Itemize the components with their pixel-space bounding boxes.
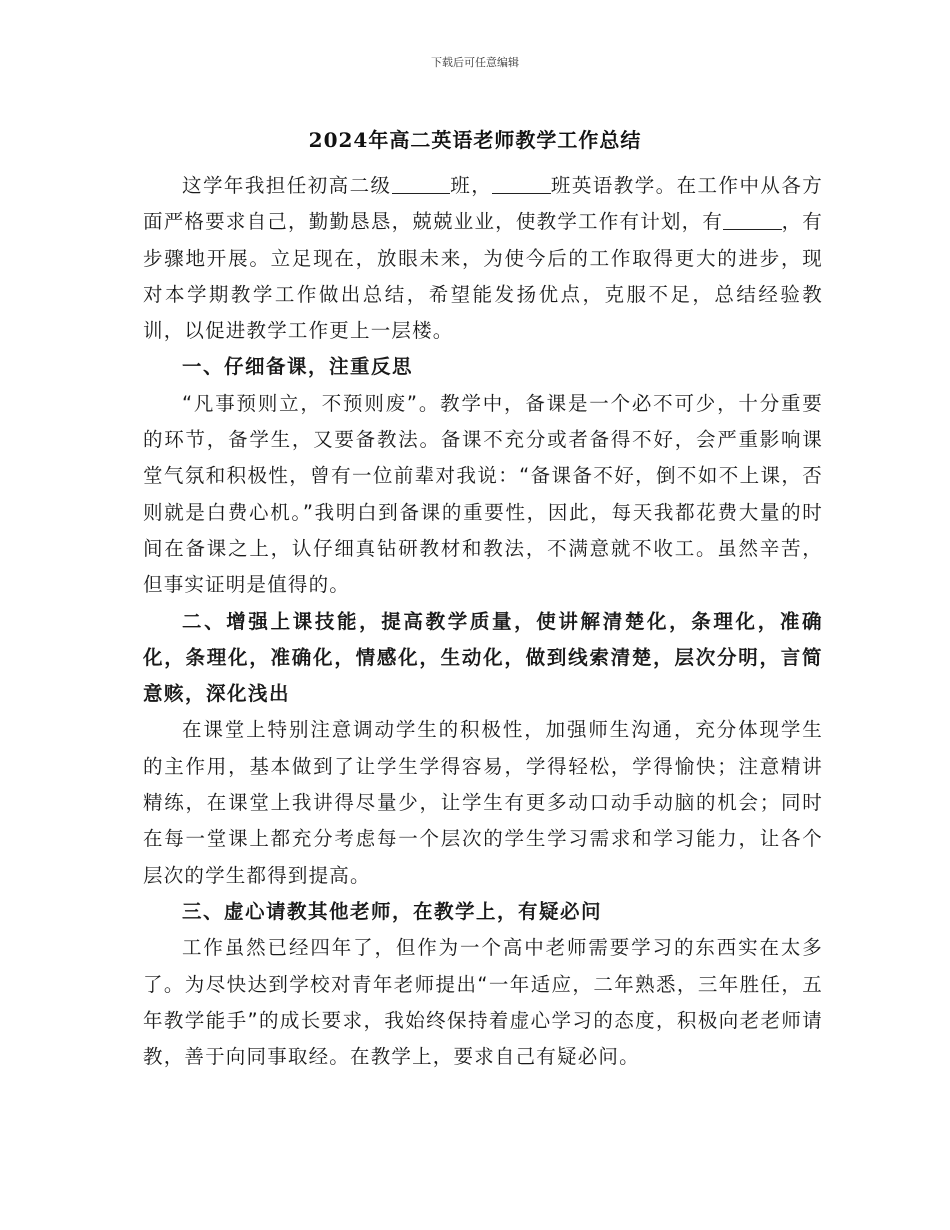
section-heading-2: 二、增强上课技能，提高教学质量，使讲解清楚化，条理化，准确化，条理化，准确化，情感化，生动化，做到线索清楚，层次分明，言简意赅，深化浅出 [143, 609, 823, 706]
intro-text-d: ，有步骤地开展。立足现在，放眼未来，为使今后的工作取得更大的进步，现对本学期教学工作做出总结，希望能发扬优点，克服不足，总结经验教训，以促进教学工作更上一层楼。 [143, 210, 823, 343]
intro-text-b: 班， [450, 174, 493, 197]
document-title: 2024年高二英语老师教学工作总结 [308, 128, 642, 152]
section-heading-3: 三、虚心请教其他老师，在教学上，有疑必问 [182, 899, 603, 923]
page-header-note: 下载后可任意编辑 [431, 56, 519, 69]
section-paragraph-1: “凡事预则立，不预则废”。教学中，备课是一个必不可少，十分重要的环节，备学生，又要备教法。备课不充分或者备得不好，会严重影响课堂气氛和积极性，曾有一位前辈对我说：“备课备不好，倒不如不上课，否则就是白费心机。”我明白到备课的重要性，因此，每天我都花费大量的时间在备课之上，认仔细真钻研教材和教法，不满意就不收工。虽然辛苦，但事实证明是值得的。 [143, 391, 823, 597]
intro-paragraph [143, 168, 823, 349]
fill-blank [492, 174, 551, 195]
section-paragraph-2: 在课堂上特别注意调动学生的积极性，加强师生沟通，充分体现学生的主作用，基本做到了让学生学得容易，学得轻松，学得愉快；注意精讲精练，在课堂上我讲得尽量少，让学生有更多动口动手动脑的机会；同时在每一堂课上都充分考虑每一个层次的学生学习需求和学习能力，让各个层次的学生都得到提高。 [143, 718, 823, 887]
fill-blank [392, 174, 451, 195]
fill-blank [723, 210, 782, 231]
section-paragraph-3: 工作虽然已经四年了，但作为一个高中老师需要学习的东西实在太多了。为尽快达到学校对青年老师提出“一年适应，二年熟悉，三年胜任，五年教学能手”的成长要求，我始终保持着虚心学习的态度，积极向老老师请教，善于向同事取经。在教学上，要求自己有疑必问。 [143, 936, 823, 1069]
document-body [143, 168, 823, 1075]
intro-text-a: 这学年我担任初高二级 [182, 174, 392, 197]
section-heading-1: 一、仔细备课，注重反思 [182, 355, 414, 379]
intro-text-c: 班英语教学。在工作中从各方面严格要求自己，勤勤恳恳，兢兢业业，使教学工作有计划，有 [143, 174, 823, 234]
